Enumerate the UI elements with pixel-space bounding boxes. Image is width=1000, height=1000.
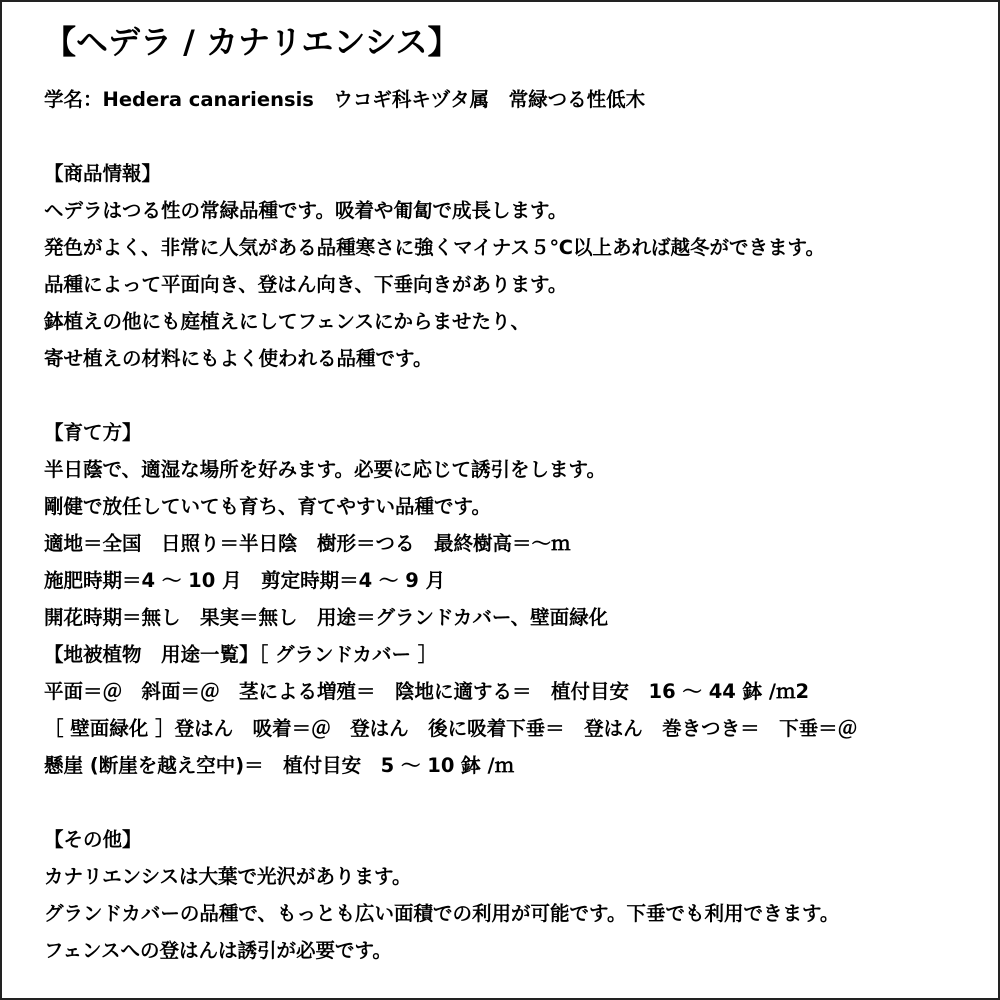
other-line: カナリエンシスは大葉で光沢があります。 <box>44 865 412 888</box>
section-heading-product-info: 【商品情報】 <box>44 162 162 185</box>
scientific-name-line: 学名：Hedera canariensis ウコギ科キヅタ属 常緑つる性低木 <box>44 88 646 111</box>
care-line: 開花時期＝無し 果実＝無し 用途＝グランドカバー、壁面緑化 <box>44 606 609 629</box>
product-info-line: ヘデラはつる性の常緑品種です。吸着や匍匐で成長します。 <box>44 199 568 222</box>
product-info-line: 品種によって平面向き、登はん向き、下垂向きがあります。 <box>44 273 568 296</box>
groundcover-usage-heading: 【地被植物 用途一覧】［ グランドカバー ］ <box>44 643 438 666</box>
product-info-line: 鉢植えの他にも庭植えにしてフェンスにからませたり、 <box>44 310 530 333</box>
care-line: ［ 壁面緑化 ］登はん 吸着＝＠ 登はん 後に吸着下垂＝ 登はん 巻きつき＝ 下垂＝＠ <box>44 717 858 740</box>
care-line: 懸崖 (断崖を越え空中)＝ 植付目安 5 ～ 10 鉢 /ｍ <box>44 754 515 777</box>
care-line: 剛健で放任していても育ち、育てやすい品種です。 <box>44 495 491 518</box>
care-line: 半日蔭で、適湿な場所を好みます。必要に応じて誘引をします。 <box>44 458 606 481</box>
care-line: 適地＝全国 日照り＝半日陰 樹形＝つる 最終樹高＝～ｍ <box>44 532 571 555</box>
section-heading-other: 【その他】 <box>44 828 142 851</box>
care-line: 平面＝＠ 斜面＝＠ 茎による増殖＝ 陰地に適する＝ 植付目安 16 ～ 44 鉢 /ｍ2 <box>44 680 810 703</box>
other-line: フェンスへの登はんは誘引が必要です。 <box>44 939 392 962</box>
section-heading-care: 【育て方】 <box>44 421 142 444</box>
page-title: 【ヘデラ / カナリエンシス】 <box>44 23 460 61</box>
product-info-line: 寄せ植えの材料にもよく使われる品種です。 <box>44 347 433 370</box>
care-line: 施肥時期＝4 ～ 10 月 剪定時期＝4 ～ 9 月 <box>44 569 446 592</box>
other-line: グランドカバーの品種で、もっとも広い面積での利用が可能です。下垂でも利用できます。 <box>44 902 840 925</box>
product-info-line: 発色がよく、非常に人気がある品種寒さに強くマイナス５℃以上あれば越冬ができます。 <box>44 236 825 259</box>
